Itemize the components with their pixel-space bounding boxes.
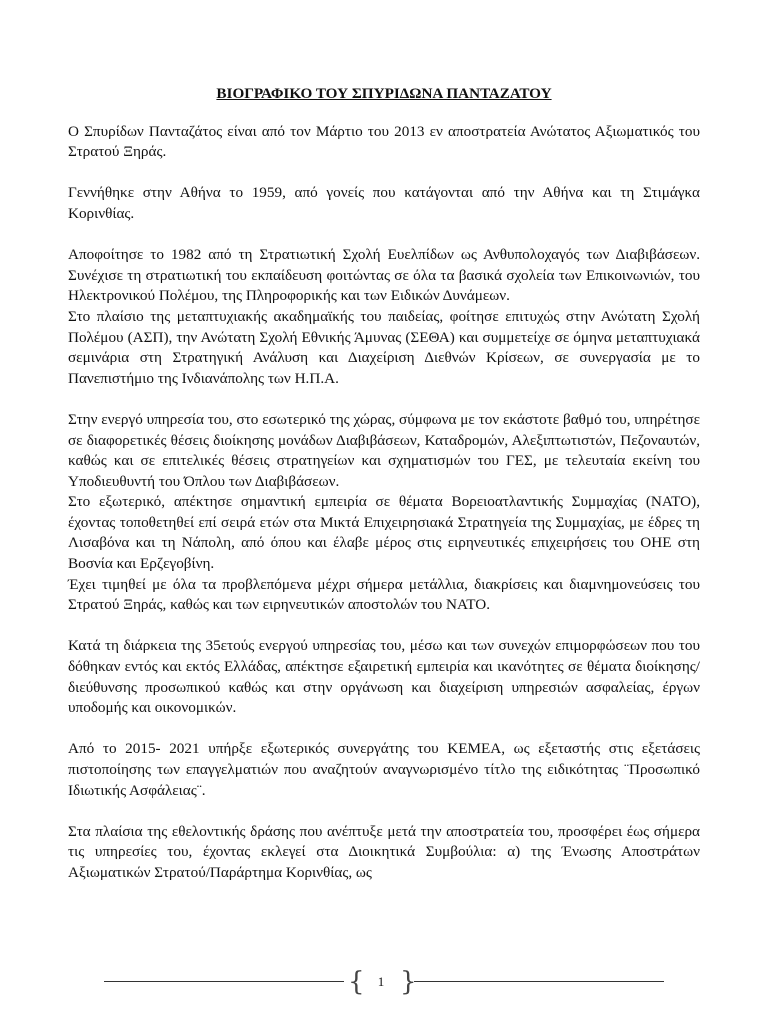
footer-rule-right xyxy=(414,981,664,982)
paragraph-domestic-service: Στην ενεργό υπηρεσία του, στο εσωτερικό της χώρας, σύμφωνα με τον εκάστοτε βαθμό του, υπηρέτησε σε διαφορετικές θέσεις διοίκησης μονάδων Διαβιβάσεων, Καταδρομών, Αλεξιπτωτιστών, Πεζοναυτών, καθώς και σε επιτελικές θέσεις στρατηγείων και σχηματισμών του ΓΕΣ, με τελευταία εκείνη του Υποδιευθυντή του Όπλου των Διαβιβάσεων. xyxy=(68,410,700,490)
paragraph-kemea: Από το 2015- 2021 υπήρξε εξωτερικός συνεργάτης του ΚΕΜΕΑ, ως εξεταστής στις εξετάσεις πιστοποίησης των επαγγελματιών που αναζητούν αναγνωρισμένο τίτλο της ειδικότητας ¨Προσωπικό Ιδιωτικής Ασφάλειας¨. xyxy=(68,740,700,799)
paragraph-birth: Γεννήθηκε στην Αθήνα το 1959, από γονείς που κατάγονται από την Αθήνα και τη Στιμάγκα Κορινθίας. xyxy=(68,184,700,222)
paragraph-intro: Ο Σπυρίδων Πανταζάτος είναι από τον Μάρτιο του 2013 εν αποστρατεία Ανώτατος Αξιωματικός του Στρατού Ξηράς. xyxy=(68,122,700,161)
paragraph-volunteer: Στα πλαίσια της εθελοντικής δράσης που ανέπτυξε μετά την αποστρατεία του, προσφέρει έως σήμερα τις υπηρεσίες του, έχοντας εκλεγεί στα Διοικητικά Συμβούλια: α) της Ένωσης Αποστράτων Αξιωματικών Στρατού/Παράρτημα Κορινθίας, ως xyxy=(68,822,700,881)
page-footer xyxy=(104,966,664,1002)
page-number: 1 xyxy=(377,974,385,989)
paragraph-abroad-service: Στο εξωτερικό, απέκτησε σημαντική εμπειρία σε θέματα Βορειοατλαντικής Συμμαχίας (ΝΑΤΟ), έχοντας τοποθετηθεί επί σειρά ετών στα Μικτά Επιχειρησιακά Στρατηγεία της Συμμαχίας, με έδρες τη Λισαβόνα και τη Νάπολη, από όπου και έλαβε μέρος στις ειρηνευτικές επιχειρήσεις του ΟΗΕ στη Βοσνία και Ερζεγοβίνη. xyxy=(68,493,700,573)
footer-brace-right-icon: } xyxy=(400,967,417,997)
document-title: ΒΙΟΓΡΑΦΙΚΟ ΤΟΥ ΣΠΥΡΙΔΩΝΑ ΠΑΝΤΑΖΑΤΟΥ xyxy=(216,85,552,102)
footer-rule-left xyxy=(104,981,344,982)
document-page xyxy=(68,84,700,884)
footer-brace-left-icon: { xyxy=(348,967,365,997)
paragraph-education: Αποφοίτησε το 1982 από τη Στρατιωτική Σχολή Ευελπίδων ως Ανθυπολοχαγός των Διαβιβάσεων. Συνέχισε τη στρατιωτική του εκπαίδευση φοιτώντας σε όλα τα βασικά σχολεία των Επικοινωνιών, του Ηλεκτρονικού Πολέμου, της Πληροφορικής και των Ειδικών Δυνάμεων. xyxy=(68,246,700,305)
paragraph-experience: Κατά τη διάρκεια της 35ετούς ενεργού υπηρεσίας του, μέσω και των συνεχών επιμορφώσεων που του δόθηκαν εντός και εκτός Ελλάδας, απέκτησε εξαιρετική εμπειρία και ικανότητες σε θέματα διοίκησης/διεύθυνσης προσωπικού καθώς και στην οργάνωση και διαχείριση υπηρεσιών ασφαλείας, έργων υποδομής και οικονομικών. xyxy=(68,637,700,717)
paragraph-postgraduate: Στο πλαίσιο της μεταπτυχιακής ακαδημαϊκής του παιδείας, φοίτησε επιτυχώς στην Ανώτατη Σχολή Πολέμου (ΑΣΠ), την Ανώτατη Σχολή Εθνικής Άμυνας (ΣΕΘΑ) και συμμετείχε σε όμηνα μεταπτυχιακά σεμινάρια στη Στρατηγική Ανάλυση και Διαχείριση Διεθνών Κρίσεων, σε συνεργασία με το Πανεπιστήμιο της Ινδιανάπολης των Η.Π.Α. xyxy=(68,307,700,387)
paragraph-honors: Έχει τιμηθεί με όλα τα προβλεπόμενα μέχρι σήμερα μετάλλια, διακρίσεις και διαμνημονεύσεις του Στρατού Ξηράς, καθώς και των ειρηνευτικών αποστολών του ΝΑΤΟ. xyxy=(68,575,700,614)
